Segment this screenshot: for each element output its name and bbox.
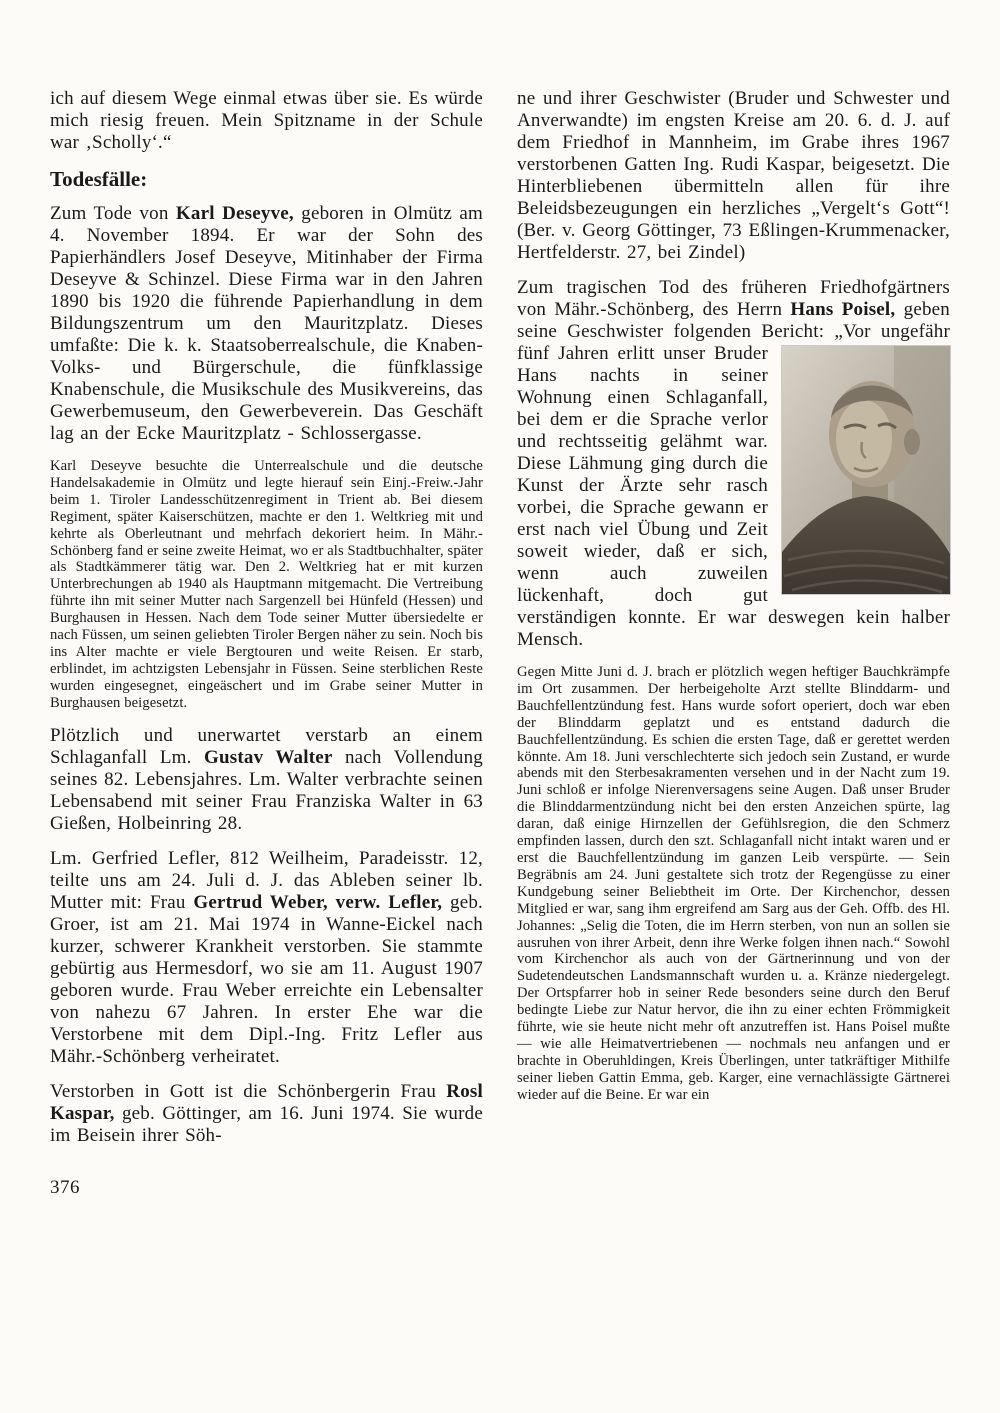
- obituary-poisel: [517, 277, 950, 651]
- text-run: ne und ihrer Geschwister (Bruder und Schwester und Anverwandte) im engsten Kreise am 20. 6. d. J. auf dem Friedhof in Mannheim, im Grabe ihres 1967 verstorbenen Gatten Ing. Rudi Kaspar, beigesetzt. Die Hinterbliebenen übermitteln allen für ihre Beleidsbezeugungen ein herzliches „Vergelt‘s Gott“! (Ber. v. Georg Göttinger, 73 Eßlingen-Krummenacker, Hertfelderstr. 27, bei Zindel): [517, 88, 950, 263]
- deceased-name-walter: Gustav Walter: [204, 746, 333, 768]
- obituary-weber: [50, 848, 483, 1068]
- text-run: ich auf diesem Wege einmal etwas über sie. Es würde mich riesig freuen. Mein Spitzname in der Schule war ‚Scholly‘.“: [50, 88, 483, 153]
- paragraph-continuation-from-previous-page: [50, 88, 483, 154]
- obituary-walter: [50, 725, 483, 835]
- left-column: [50, 88, 483, 1199]
- obituary-deseyve: [50, 203, 483, 445]
- deceased-name-kaspar: Rosl Kaspar,: [50, 1080, 483, 1124]
- text-run: Plötzlich und unerwartet verstarb an einem Schlaganfall Lm.: [50, 724, 483, 768]
- text-run: Zum tragischen Tod des früheren Friedhofgärtners von Mähr.-Schönberg, des Herrn: [517, 277, 950, 320]
- text-run: fünf Jahren erlitt unser Bruder Hans nachts in seiner Wohnung einen Schlaganfall, bei dem er die Sprache verlor und rechtsseitig gelähmt war. Diese Lähmung ging durch die Kunst der Ärzte sehr rasch vorbei, die Sprache gewann er erst nach viel Übung und Zeit soweit wieder, daß er sich, wenn auch zuweilen lückenhaft, doch gut verständigen konnte. Er war deswegen kein halber Mensch.: [517, 343, 950, 650]
- obituary-kaspar: [50, 1081, 483, 1147]
- text-run: geb. Göttinger, am 16. Juni 1974. Sie wurde im Beisein ihrer Söh-: [50, 1102, 483, 1146]
- text-run: geboren in Olmütz am 4. November 1894. Er war der Sohn des Papierhändlers Josef Deseyve, Mitinhaber der Firma Deseyve & Schinzel. Diese Firma war in den Jahren 1890 bis 1920 die führende Papierhandlung in dem Bildungszentrum um den Mauritzplatz. Dieses umfaßte: Die k. k. Staatsoberrealschule, die Knaben-Volks- und Bürgerschule, die fünfklassige Knabenschule, die Musikschule des Musikvereins, das Gewerbemuseum, den Gewerbeverein. Das Geschäft lag an der Ecke Mauritzplatz - Schlossergasse.: [50, 203, 483, 444]
- portrait-photo: [782, 346, 950, 594]
- text-run: Lm. Gerfried Lefler, 812 Weilheim, Paradeisstr. 12, teilte uns am 24. Juli d. J. das Ableben seiner lb. Mutter mit: Frau: [50, 847, 483, 913]
- poisel-report: [517, 664, 950, 1104]
- deceased-name-poisel: Hans Poisel,: [790, 299, 896, 320]
- text-run: Verstorben in Gott ist die Schönbergerin Frau: [50, 1080, 447, 1102]
- text-run: nach Vollendung seines 82. Lebensjahres. Lm. Walter verbrachte seinen Lebensabend mit seiner Frau Franziska Walter in 63 Gießen, Holbeinring 28.: [50, 746, 483, 834]
- page-number: 376: [50, 1176, 80, 1198]
- text-run: Gegen Mitte Juni d. J. brach er plötzlich wegen heftiger Bauchkrämpfe im Ort zusammen. Der herbeigeholte Arzt stellte Blinddarm- und Bauchfellentzündung fest. Hans wurde sofort operiert, doch war eben der Blinddarm geplatzt und es entstand dadurch die Bauchfellentzündung. Es schien die ersten Tage, daß er gerettet werden könnte. Am 18. Juni verschlechterte sich jedoch sein Zustand, er wurde abends mit den Sterbesakramenten versehen und in der Nacht zum 19. Juni schloß er infolge Nierenversagens seine Augen. Daß unser Bruder die Blinddarmentzündung nicht bei den ersten Anzeichen spürte, lag daran, daß einige Hirnzellen der Gefühlsregion, die den Schmerz empfinden lassen, durch den szt. Schlaganfall nicht intakt waren und er erst die Bauchfellentzündung im ganzen Leib verspürte. — Sein Begräbnis am 24. Juni gestaltete sich trotz der Regengüsse zu einer Kundgebung seiner Beliebtheit im Orte. Der Kirchenchor, dessen Mitglied er war, sang ihm ergreifend am Sarg aus der Geh. Offb. des Hl. Johannes: „Selig die Toten, die im Herrn sterben, von nun an sollen sie ausruhen von ihrer Arbeit, denn ihre Werke folgen ihnen nach.“ Sowohl vom Kirchenchor als auch von der Gärtnerinnung und von der Sudetendeutschen Landsmannschaft wurden u. a. Kränze niedergelegt. Der Ortspfarrer hob in seiner Rede besonders seine durch den Beruf bedingte Liebe zur Natur hervor, die ihn zu einer echten Frömmigkeit führte, wie sie heute nicht mehr oft anzutreffen ist. Hans Poisel mußte — wie alle Heimatvertriebenen — nochmals neu anfangen und er brachte in Oberuhldingen, Kreis Überlingen, unter tatkräftiger Mithilfe seiner lieben Gattin Emma, geb. Karger, eine vernachlässigte Gärtnerei wieder auf die Beine. Er war ein: [517, 664, 950, 1103]
- text-run: Karl Deseyve besuchte die Unterrealschule und die deutsche Handelsakademie in Olmütz und legte hierauf sein Einj.-Freiw.-Jahr beim 1. Tiroler Landesschützenregiment in Trient ab. Bei diesem Regiment, später Kaiserschützen, machte er den 1. Weltkrieg mit und kehrte als Oberleutnant und mehrfach dekoriert heim. In Mähr.-Schönberg fand er seine zweite Heimat, wo er als Stadtbuchhalter, später als Stadtkämmerer tätig war. Den 2. Weltkrieg hat er mit kurzen Unterbrechungen ab 1940 als Hauptmann mitgemacht. Die Vertreibung führte ihn mit seiner Mutter nach Sargenzell bei Hünfeld (Hessen) und Burghausen in Hessen. Nach dem Tode seiner Mutter übersiedelte er nach Füssen, um seinen geliebten Tiroler Bergen näher zu sein. Noch bis ins Alter machte er viele Bergtouren und weite Reisen. Er starb, erblindet, im achtzigsten Lebensjahr in Füssen. Seine sterblichen Reste wurden eingesegnet, eingeäschert und im Grabe seiner Mutter in Burghausen beigesetzt.: [50, 458, 483, 711]
- deceased-name-weber: Gertrud Weber, verw. Lefler,: [193, 891, 443, 913]
- text-run: Zum Tode von: [50, 203, 176, 224]
- deceased-name-deseyve: Karl Deseyve,: [175, 203, 294, 224]
- deseyve-biography: [50, 458, 483, 712]
- text-run: geben seine Geschwister folgenden Bericht: „Vor ungefähr: [517, 299, 950, 342]
- section-heading-todesfaelle: Todesfälle:: [50, 167, 148, 191]
- kaspar-continuation: [517, 88, 950, 264]
- two-column-layout: [50, 88, 950, 1199]
- text-run: geb. Groer, ist am 21. Mai 1974 in Wanne-Eickel nach kurzer, schwerer Krankheit verstorben. Sie stammte gebürtig aus Hermesdorf, wo sie am 11. August 1907 geboren wurde. Frau Weber erreichte ein Lebensalter von nahezu 67 Jahren. In erster Ehe war die Verstorbene mit dem Dipl.-Ing. Fritz Lefler aus Mähr.-Schönberg verheiratet.: [50, 891, 484, 1067]
- right-column: [517, 88, 950, 1199]
